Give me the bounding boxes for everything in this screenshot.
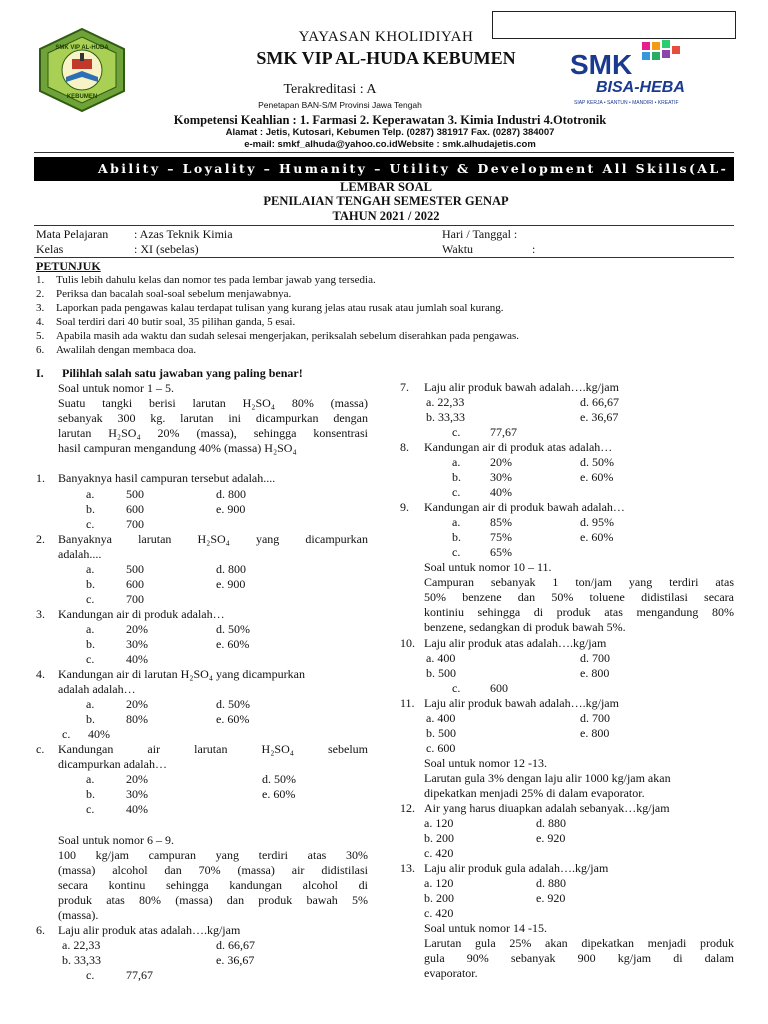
- option-9d: d. 95%: [580, 515, 614, 529]
- option-3e: e. 60%: [216, 637, 250, 651]
- option-label: c.: [452, 545, 461, 559]
- option-label: b.: [86, 502, 95, 516]
- logo-text-bottom: KEBUMEN: [66, 94, 98, 100]
- option-11b: b. 500: [426, 726, 456, 740]
- option-label: c.: [86, 592, 95, 606]
- question-number: 7.: [400, 380, 409, 394]
- instruction-item: Periksa dan bacalah soal-soal sebelum menjawabnya.: [56, 288, 292, 300]
- option-10c: 600: [490, 681, 508, 695]
- option-11d: d. 700: [580, 711, 610, 725]
- logo-smk-text: SMK: [570, 49, 633, 80]
- option-13a: a. 120: [424, 876, 454, 890]
- instruction-item: Soal terdiri dari 40 butir soal, 35 pilihan ganda, 5 esai.: [56, 316, 296, 328]
- option-label: a.: [86, 697, 95, 711]
- option-6b: b. 33,33: [62, 953, 101, 967]
- passage-line: 50% benzene dan 50% toluene didistilasi secara: [424, 590, 734, 604]
- question-6: Laju alir produk atas adalah….kg/jam: [58, 923, 241, 937]
- option-1d: d. 800: [216, 487, 246, 501]
- option-4b: 80%: [126, 712, 148, 726]
- passage-intro-10-11: Soal untuk nomor 10 – 11.: [424, 560, 552, 574]
- passage-line: benzene, sedangkan di produk bawah 5%.: [424, 620, 626, 634]
- option-2a: 500: [126, 562, 144, 576]
- instruction-number: 4.: [36, 316, 45, 328]
- option-7e: e. 36,67: [580, 410, 619, 424]
- option-8a: 20%: [490, 455, 512, 469]
- accreditation-decree: Penetapan BAN-S/M Provinsi Jawa Tengah: [258, 100, 422, 110]
- option-label: b.: [86, 712, 95, 726]
- passage-intro-1-5: Soal untuk nomor 1 – 5.: [58, 381, 174, 395]
- option-4c: 40%: [88, 727, 110, 741]
- option-4d: d. 50%: [216, 697, 250, 711]
- option-1e: e. 900: [216, 502, 246, 516]
- option-1b: 600: [126, 502, 144, 516]
- question-2: Banyaknya larutan H₂SO₄ yang dicampurkan: [58, 532, 368, 546]
- passage-line: gula 90% sebanyak 900 kg/jam di dalam: [424, 951, 734, 965]
- passage-line: hasil campuran mengandung 40% (massa) H₂SO₄: [58, 441, 297, 455]
- question-5: Kandungan air larutan H₂SO₄ sebelum: [58, 742, 368, 756]
- passage-line: (massa) alcohol dan 70% (massa) air didistilasi: [58, 863, 368, 877]
- option-label: c.: [62, 727, 71, 741]
- accreditation: Terakreditasi : A: [283, 82, 377, 97]
- option-10d: d. 700: [580, 651, 610, 665]
- question-number: 8.: [400, 440, 409, 454]
- address: Alamat : Jetis, Kutosari, Kebumen Telp. (0287) 381917 Fax. (0287) 384007: [225, 127, 555, 138]
- option-7a: a. 22,33: [426, 395, 465, 409]
- option-1c: 700: [126, 517, 144, 531]
- question-number: 4.: [36, 667, 45, 681]
- option-3b: 30%: [126, 637, 148, 651]
- question-number: 3.: [36, 607, 45, 621]
- option-5a: 20%: [126, 772, 148, 786]
- option-6c: 77,67: [126, 968, 153, 982]
- option-3a: 20%: [126, 622, 148, 636]
- option-7d: d. 66,67: [580, 395, 619, 409]
- meta-top-line: [34, 225, 734, 226]
- class-value: : XI (sebelas): [134, 242, 199, 256]
- section-numeral: I.: [36, 366, 44, 380]
- option-label: c.: [86, 517, 95, 531]
- option-label: a.: [86, 562, 95, 576]
- contact: e-mail: smkf_alhuda@yahoo.co.idWebsite : smk.alhudajetis.com: [244, 139, 536, 150]
- question-9: Kandungan air di produk bawah adalah…: [424, 500, 625, 514]
- motto-banner: Ability – Loyality – Humanity – Utility & Development All Skills(AL-: [34, 157, 734, 181]
- option-label: a.: [86, 487, 95, 501]
- option-13c: c. 420: [424, 906, 454, 920]
- option-10e: e. 800: [580, 666, 610, 680]
- question-number: 13.: [400, 861, 415, 875]
- option-12e: e. 920: [536, 831, 566, 845]
- passage-line: kontiniu sehingga di produk atas mengandung 80%: [424, 605, 734, 619]
- question-10: Laju alir produk atas adalah….kg/jam: [424, 636, 607, 650]
- question-number: 10.: [400, 636, 415, 650]
- question-3: Kandungan air di produk adalah…: [58, 607, 225, 621]
- option-9a: 85%: [490, 515, 512, 529]
- option-9c: 65%: [490, 545, 512, 559]
- option-12b: b. 200: [424, 831, 454, 845]
- question-number: c.: [36, 742, 45, 756]
- question-13: Laju alir produk gula adalah….kg/jam: [424, 861, 609, 875]
- passage-line: (massa).: [58, 908, 99, 922]
- option-11a: a. 400: [426, 711, 456, 725]
- passage-line: Campuran sebanyak 1 ton/jam yang terdiri atas: [424, 575, 734, 589]
- option-4a: 20%: [126, 697, 148, 711]
- option-label: c.: [86, 802, 95, 816]
- instruction-number: 3.: [36, 302, 45, 314]
- option-5b: 30%: [126, 787, 148, 801]
- option-7c: 77,67: [490, 425, 517, 439]
- option-9b: 75%: [490, 530, 512, 544]
- option-label: c.: [86, 968, 95, 982]
- question-number: 2.: [36, 532, 45, 546]
- instruction-number: 5.: [36, 330, 45, 342]
- competencies: Kompetensi Keahlian : 1. Farmasi 2. Keperawatan 3. Kimia Industri 4.Ototronik: [173, 113, 607, 127]
- school-logo: [36, 27, 128, 113]
- passage-line: larutan H₂SO₄ 20% (massa), sehingga konsentrasi: [58, 426, 368, 440]
- logo-tag-text: BISA-HEBAT: [596, 79, 684, 96]
- sheet-title: LEMBAR SOAL: [339, 180, 433, 194]
- option-5e: e. 60%: [262, 787, 296, 801]
- section-heading: Pilihlah salah satu jawaban yang paling benar!: [62, 366, 303, 380]
- option-label: b.: [86, 637, 95, 651]
- question-1: Banyaknya hasil campuran tersebut adalah....: [58, 471, 276, 485]
- passage-line: dipekatkan menjadi 25% di dalam evaporator.: [424, 786, 645, 800]
- option-5d: d. 50%: [262, 772, 296, 786]
- passage-line: evaporator.: [424, 966, 478, 980]
- option-label: b.: [452, 530, 461, 544]
- option-13d: d. 880: [536, 876, 566, 890]
- passage-intro-6-9: Soal untuk nomor 6 – 9.: [58, 833, 174, 847]
- option-13e: e. 920: [536, 891, 566, 905]
- passage-line: 100 kg/jam campuran yang terdiri atas 30%: [58, 848, 368, 862]
- option-9e: e. 60%: [580, 530, 614, 544]
- instruction-number: 1.: [36, 274, 45, 286]
- option-label: b.: [86, 787, 95, 801]
- option-label: a.: [452, 515, 461, 529]
- option-label: c.: [452, 485, 461, 499]
- instruction-item: Apabila masih ada waktu dan sudah selesai mengerjakan, periksalah sebelum diserahkan pada pengawas.: [56, 330, 520, 342]
- question-11: Laju alir produk bawah adalah….kg/jam: [424, 696, 619, 710]
- option-13b: b. 200: [424, 891, 454, 905]
- option-12c: c. 420: [424, 846, 454, 860]
- question-number: 6.: [36, 923, 45, 937]
- meta-bottom-line: [34, 257, 734, 258]
- option-label: c.: [452, 425, 461, 439]
- option-6a: a. 22,33: [62, 938, 101, 952]
- option-2d: d. 800: [216, 562, 246, 576]
- option-12a: a. 120: [424, 816, 454, 830]
- option-2e: e. 900: [216, 577, 246, 591]
- question-4: Kandungan air di larutan H₂SO₄ yang dicampurkan: [58, 667, 305, 681]
- subject-value: : Azas Teknik Kimia: [134, 227, 233, 241]
- question-5-cont: dicampurkan adalah…: [58, 757, 167, 771]
- option-label: b.: [86, 577, 95, 591]
- passage-line: sebanyak 300 kg. larutan ini dicampurkan dengan: [58, 411, 368, 425]
- option-8c: 40%: [490, 485, 512, 499]
- exam-title: PENILAIAN TENGAH SEMESTER GENAP: [263, 194, 509, 208]
- subject-label: Mata Pelajaran: [36, 227, 109, 241]
- option-3d: d. 50%: [216, 622, 250, 636]
- logo-slogan-text: SIAP KERJA • SANTUN • MANDIRI • KREATIF: [574, 100, 679, 106]
- option-11e: e. 800: [580, 726, 610, 740]
- passage-intro-12-13: Soal untuk nomor 12 -13.: [424, 756, 547, 770]
- instruction-number: 6.: [36, 344, 45, 356]
- option-label: c.: [86, 652, 95, 666]
- option-1a: 500: [126, 487, 144, 501]
- option-8b: 30%: [490, 470, 512, 484]
- question-number: 9.: [400, 500, 409, 514]
- question-2-cont: adalah....: [58, 547, 102, 561]
- time-label: Waktu: [442, 242, 474, 256]
- instructions-heading: PETUNJUK: [36, 259, 101, 273]
- class-label: Kelas: [36, 242, 64, 256]
- option-11c: c. 600: [426, 741, 456, 755]
- option-2b: 600: [126, 577, 144, 591]
- option-12d: d. 880: [536, 816, 566, 830]
- exam-year: TAHUN 2021 / 2022: [332, 209, 440, 223]
- option-4e: e. 60%: [216, 712, 250, 726]
- instruction-item: Tulis lebih dahulu kelas dan nomor tes pada lembar jawab yang tersedia.: [56, 274, 376, 286]
- passage-intro-14-15: Soal untuk nomor 14 -15.: [424, 921, 547, 935]
- logo-text-top: SMK VIP AL-HUDA: [55, 45, 109, 51]
- question-7: Laju alir produk bawah adalah….kg/jam: [424, 380, 619, 394]
- option-7b: b. 33,33: [426, 410, 465, 424]
- question-12: Air yang harus diuapkan adalah sebanyak…kg/jam: [424, 801, 670, 815]
- option-label: c.: [452, 681, 461, 695]
- option-6d: d. 66,67: [216, 938, 255, 952]
- option-6e: e. 36,67: [216, 953, 255, 967]
- instruction-item: Laporkan pada pengawas kalau terdapat tulisan yang kurang jelas atau rusak atau jumlah soal kurang.: [56, 302, 504, 314]
- option-label: b.: [452, 470, 461, 484]
- passage-line: produk atas 80% (massa) dan produk bawah 5%: [58, 893, 368, 907]
- option-8d: d. 50%: [580, 455, 614, 469]
- passage-line: Suatu tangki berisi larutan H₂SO₄ 80% (massa): [58, 396, 368, 410]
- header-divider: [34, 152, 734, 153]
- question-number: 12.: [400, 801, 415, 815]
- passage-line: Larutan gula 25% akan dipekatkan menjadi produk: [424, 936, 734, 950]
- option-2c: 700: [126, 592, 144, 606]
- option-label: a.: [86, 622, 95, 636]
- question-number: 1.: [36, 471, 45, 485]
- time-colon: :: [532, 242, 536, 256]
- option-label: a.: [452, 455, 461, 469]
- instruction-item: Awalilah dengan membaca doa.: [56, 344, 197, 356]
- passage-line: Larutan gula 3% dengan laju alir 1000 kg/jam akan: [424, 771, 671, 785]
- option-10a: a. 400: [426, 651, 456, 665]
- question-8: Kandungan air di produk atas adalah…: [424, 440, 613, 454]
- school-name: SMK VIP AL-HUDA KEBUMEN: [256, 48, 516, 68]
- question-number: 11.: [400, 696, 415, 710]
- day-date-label: Hari / Tanggal :: [442, 227, 518, 241]
- option-8e: e. 60%: [580, 470, 614, 484]
- option-3c: 40%: [126, 652, 148, 666]
- foundation-name: YAYASAN KHOLIDIYAH: [298, 29, 474, 45]
- passage-line: secara kontinu sehingga kandungan alcohol di: [58, 878, 368, 892]
- question-4-cont: adalah adalah…: [58, 682, 136, 696]
- option-label: a.: [86, 772, 95, 786]
- option-5c: 40%: [126, 802, 148, 816]
- instruction-number: 2.: [36, 288, 45, 300]
- option-10b: b. 500: [426, 666, 456, 680]
